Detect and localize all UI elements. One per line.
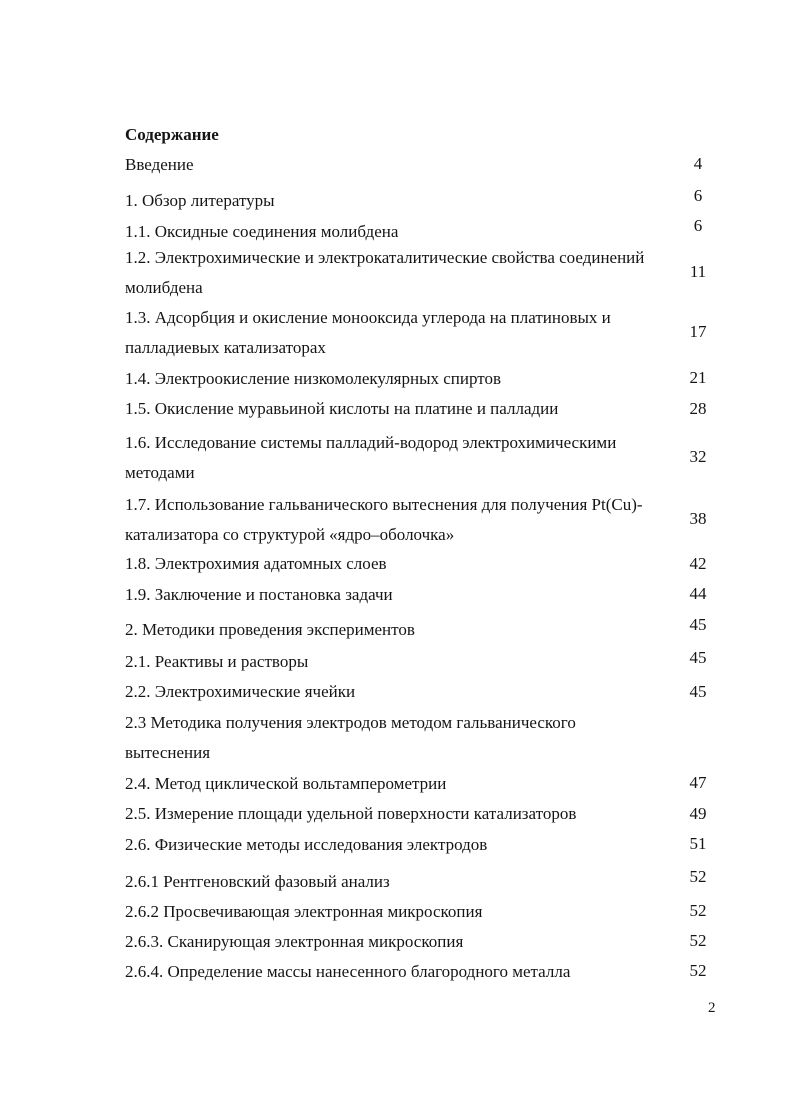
toc-entry-title: 1.4. Электроокисление низкомолекулярных спиртов <box>125 369 502 388</box>
toc-entry-page: 52 <box>689 867 707 886</box>
toc-entry-title: 1.5. Окисление муравьиной кислоты на платине и палладии <box>125 399 559 418</box>
toc-entry-page: 6 <box>693 186 703 205</box>
toc-entry-page: 45 <box>689 615 707 634</box>
toc-entry-page: 6 <box>693 216 703 235</box>
toc-entry-page: 42 <box>689 554 707 573</box>
toc-entry-page: 11 <box>689 262 707 281</box>
toc-entry-title: молибдена <box>125 278 203 297</box>
toc-entry-page: 32 <box>689 447 707 466</box>
toc-entry-page: 47 <box>689 773 707 792</box>
toc-entry-page: 52 <box>689 931 707 950</box>
toc-entry-page: 49 <box>689 804 707 823</box>
toc-entry-title: 1.9. Заключение и постановка задачи <box>125 585 393 604</box>
toc-entry-title: 2.6.1 Рентгеновский фазовый анализ <box>125 872 390 891</box>
toc-entry-page: 45 <box>689 682 707 701</box>
toc-heading: Содержание <box>125 125 219 144</box>
toc-entry-title: 2.2. Электрохимические ячейки <box>125 682 356 701</box>
toc-entry-title: методами <box>125 463 195 482</box>
toc-entry-title: 2.6.2 Просвечивающая электронная микроскопия <box>125 902 483 921</box>
toc-entry-page: 52 <box>689 961 707 980</box>
toc-entry-page: 28 <box>689 399 707 418</box>
toc-entry-title: 2.6.4. Определение массы нанесенного благородного металла <box>125 962 571 981</box>
toc-entry-title: Введение <box>125 155 194 174</box>
toc-entry-title: 2.6.3. Сканирующая электронная микроскопия <box>125 932 464 951</box>
toc-entry-title: 1.6. Исследование системы палладий-водород электрохимическими <box>125 433 617 452</box>
toc-entry-title: катализатора со структурой «ядро–оболочка» <box>125 525 455 544</box>
toc-entry-title: 2.6. Физические методы исследования электродов <box>125 835 488 854</box>
toc-entry-page: 4 <box>693 154 703 173</box>
toc-entry-title: 1. Обзор литературы <box>125 191 275 210</box>
toc-entry-title: палладиевых катализаторах <box>125 338 326 357</box>
toc-entry-title: 2.1. Реактивы и растворы <box>125 652 309 671</box>
toc-entry-page: 21 <box>689 368 707 387</box>
toc-entry-page: 38 <box>689 509 707 528</box>
toc-entry-page: 45 <box>689 648 707 667</box>
toc-entry-page: 52 <box>689 901 707 920</box>
toc-entry-title: 2.3 Методика получения электродов методом гальванического <box>125 713 576 732</box>
toc-entry-title: вытеснения <box>125 743 211 762</box>
toc-entry-page: 51 <box>689 834 707 853</box>
toc-entry-title: 1.7. Использование гальванического вытеснения для получения Pt(Cu)- <box>125 495 643 514</box>
toc-entry-page: 44 <box>689 584 707 603</box>
page-number: 2 <box>708 1000 716 1016</box>
toc-entry-title: 1.8. Электрохимия адатомных слоев <box>125 554 387 573</box>
toc-entry-title: 1.3. Адсорбция и окисление монооксида углерода на платиновых и <box>125 308 611 327</box>
toc-entry-title: 1.2. Электрохимические и электрокаталитические свойства соединений <box>125 248 645 267</box>
toc-entry-title: 2.5. Измерение площади удельной поверхности катализаторов <box>125 804 577 823</box>
toc-entry-title: 2.4. Метод циклической вольтамперометрии <box>125 774 447 793</box>
toc-entry-title: 1.1. Оксидные соединения молибдена <box>125 222 399 241</box>
toc-entry-title: 2. Методики проведения экспериментов <box>125 620 415 639</box>
toc-entry-page: 17 <box>689 322 707 341</box>
